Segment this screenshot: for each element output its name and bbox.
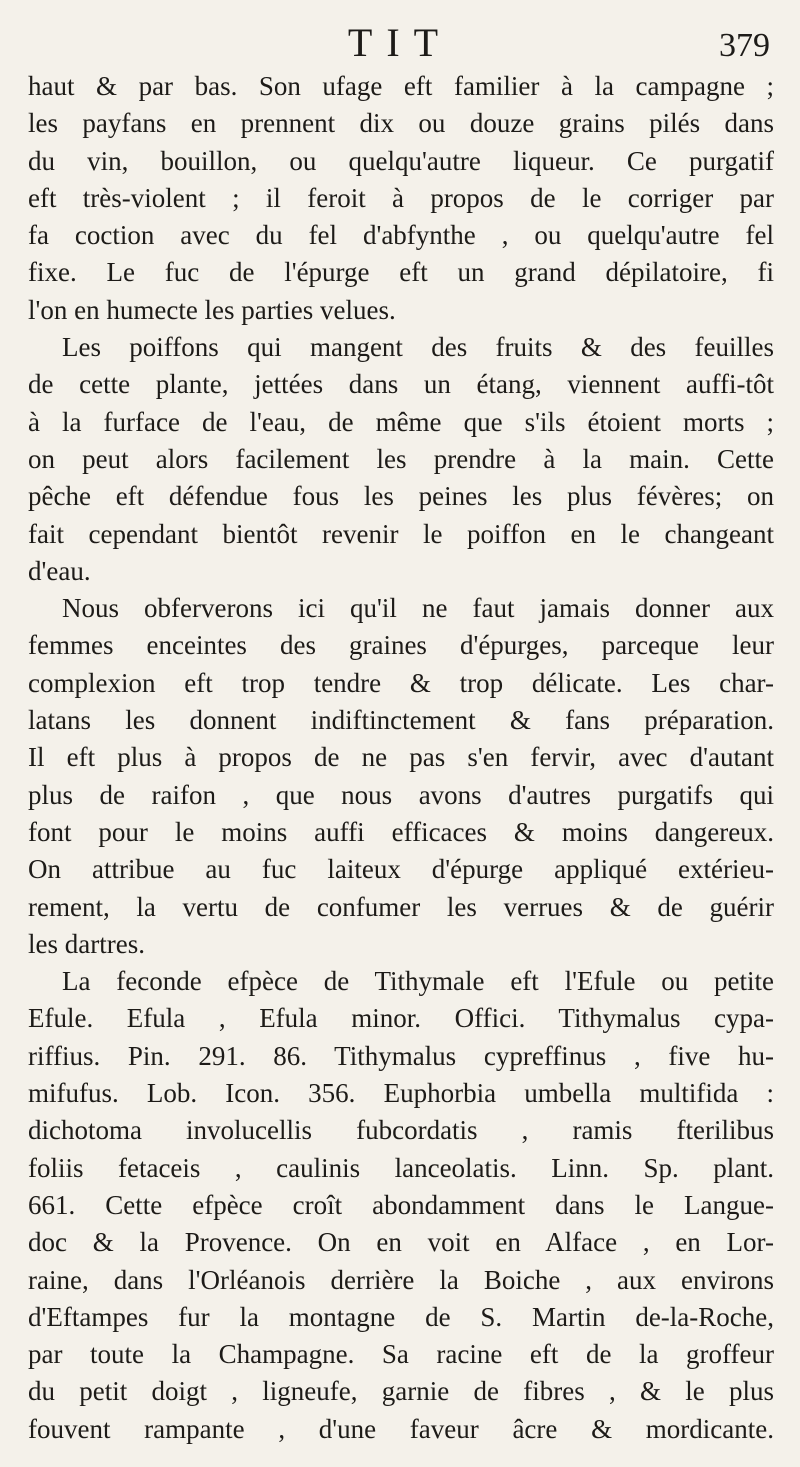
text-line: femmes enceintes des graines d'épurges, parceque leur [28, 630, 774, 661]
text-line: On attribue au fuc laiteux d'épurge appliqué extérieu- [28, 854, 774, 885]
text-line: complexion eft trop tendre & trop délicate. Les char- [28, 667, 774, 698]
text-line: raine, dans l'Orléanois derrière la Boiche , aux environs [28, 1264, 774, 1295]
text-line: du vin, bouillon, ou quelqu'autre liqueur. Ce purgatif [28, 145, 774, 176]
running-head: TIT [347, 20, 453, 65]
text-line: pêche eft défendue fous les peines les plus févères; on [28, 481, 774, 512]
text-line: 661. Cette efpèce croît abondamment dans le Langue- [28, 1189, 774, 1220]
text-line: mifufus. Lob. Icon. 356. Euphorbia umbella multifida : [28, 1078, 774, 1109]
text-line: Efule. Efula , Efula minor. Offici. Tithymalus cypa- [28, 1003, 774, 1034]
text-line: fixe. Le fuc de l'épurge eft un grand dépilatoire, fi [28, 257, 774, 288]
text-line: eft très-violent ; il feroit à propos de le corriger par [28, 182, 774, 213]
text-line: foliis fetaceis , caulinis lanceolatis. Linn. Sp. plant. [28, 1152, 774, 1183]
text-line: haut & par bas. Son ufage eft familier à la campagne ; [28, 71, 774, 101]
text-line: doc & la Provence. On en voit en Alface , en Lor- [28, 1227, 774, 1258]
paragraph-4 [28, 963, 774, 1448]
text-line: Nous obferverons ici qu'il ne faut jamais donner aux [62, 593, 774, 624]
text-line: plus de raifon , que nous avons d'autres purgatifs qui [28, 779, 774, 810]
text-line: latans les donnent indiftinctement & fans préparation. [28, 705, 774, 736]
text-line: l'on en humecte les parties velues. [28, 294, 396, 325]
paragraph-3 [28, 590, 774, 963]
text-line: à la furface de l'eau, de même que s'ils étoient morts ; [28, 406, 774, 437]
text-line: par toute la Champagne. Sa racine eft de la groffeur [28, 1339, 774, 1370]
text-line: fait cependant bientôt revenir le poiffon en le changeant [28, 518, 774, 549]
text-line: d'eau. [28, 555, 91, 586]
text-line: dichotoma involucellis fubcordatis , ramis fterilibus [28, 1115, 774, 1146]
text-line: La feconde efpèce de Tithymale eft l'Efule ou petite [62, 966, 774, 997]
paragraph-1 [28, 68, 774, 329]
text-line: fouvent rampante , d'une faveur âcre & mordicante. [28, 1413, 774, 1444]
text-line: les dartres. [28, 928, 145, 959]
text-line: fa coction avec du fel d'abfynthe , ou quelqu'autre fel [28, 220, 774, 251]
text-line: du petit doigt , ligneufe, garnie de fibres , & le plus [28, 1376, 774, 1407]
paragraph-2 [28, 329, 774, 590]
text-line: rement, la vertu de confumer les verrues & de guérir [28, 891, 774, 922]
text-line: d'Eftampes fur la montagne de S. Martin de-la-Roche, [28, 1301, 774, 1332]
page-header [0, 18, 800, 68]
text-line: de cette plante, jettées dans un étang, viennent auffi-tôt [28, 369, 774, 400]
body-text [28, 68, 774, 1448]
text-line: les payfans en prennent dix ou douze grains pilés dans [28, 108, 774, 139]
text-line: Il eft plus à propos de ne pas s'en fervir, avec d'autant [28, 742, 774, 773]
text-line: on peut alors facilement les prendre à la main. Cette [28, 443, 774, 474]
page-number: 379 [719, 27, 770, 64]
text-line: riffius. Pin. 291. 86. Tithymalus cypreffinus , five hu- [28, 1040, 774, 1071]
text-line: font pour le moins auffi efficaces & moins dangereux. [28, 816, 774, 847]
text-line: Les poiffons qui mangent des fruits & des feuilles [62, 332, 774, 363]
